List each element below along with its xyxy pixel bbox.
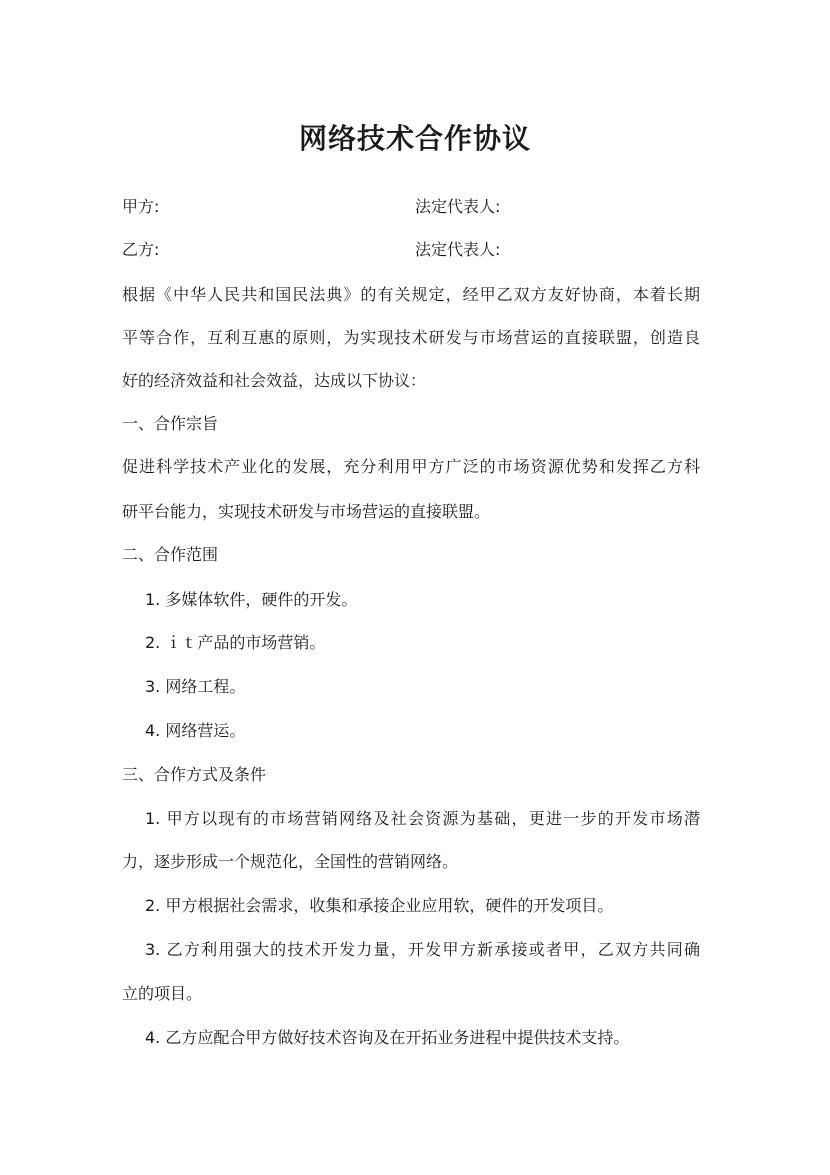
list-item: 4. 乙方应配合甲方做好技术咨询及在开拓业务进程中提供技术支持。 <box>145 1028 630 1047</box>
section-body-line: 研平台能力，实现技术研发与市场营运的直接联盟。 <box>122 502 491 521</box>
list-item: 3. 乙方利用强大的技术开发力量，开发甲方新承接或者甲，乙双方共同确 <box>145 940 700 959</box>
list-item: 1. 多媒体软件，硬件的开发。 <box>145 590 358 609</box>
section-heading: 三、合作方式及条件 <box>122 765 267 784</box>
party-b-label: 乙方: <box>122 240 160 259</box>
list-item: 3. 网络工程。 <box>145 677 246 696</box>
list-item: 1. 甲方以现有的市场营销网络及社会资源为基础，更进一步的开发市场潜 <box>145 809 700 828</box>
list-item: 2. ｉｔ产品的市场营销。 <box>145 633 326 652</box>
list-item-continuation: 立的项目。 <box>122 984 203 1003</box>
party-a-label: 甲方: <box>122 197 160 216</box>
list-item: 2. 甲方根据社会需求，收集和承接企业应用软，硬件的开发项目。 <box>145 896 614 915</box>
section-heading: 一、合作宗旨 <box>122 414 219 433</box>
section-body-line: 促进科学技术产业化的发展，充分利用甲方广泛的市场资源优势和发挥乙方科 <box>122 457 700 476</box>
party-a-rep-label: 法定代表人: <box>415 197 501 216</box>
preamble-line: 平等合作，互利互惠的原则，为实现技术研发与市场营运的直接联盟，创造良 <box>122 328 700 347</box>
preamble-line: 好的经济效益和社会效益，达成以下协议： <box>122 371 427 390</box>
section-heading: 二、合作范围 <box>122 545 219 564</box>
list-item: 4. 网络营运。 <box>145 721 246 740</box>
party-b-rep-label: 法定代表人: <box>415 240 501 259</box>
document-title: 网络技术合作协议 <box>298 122 531 155</box>
preamble-line: 根据《中华人民共和国民法典》的有关规定，经甲乙双方友好协商，本着长期 <box>122 285 700 304</box>
list-item-continuation: 力，逐步形成一个规范化，全国性的营销网络。 <box>122 852 459 871</box>
